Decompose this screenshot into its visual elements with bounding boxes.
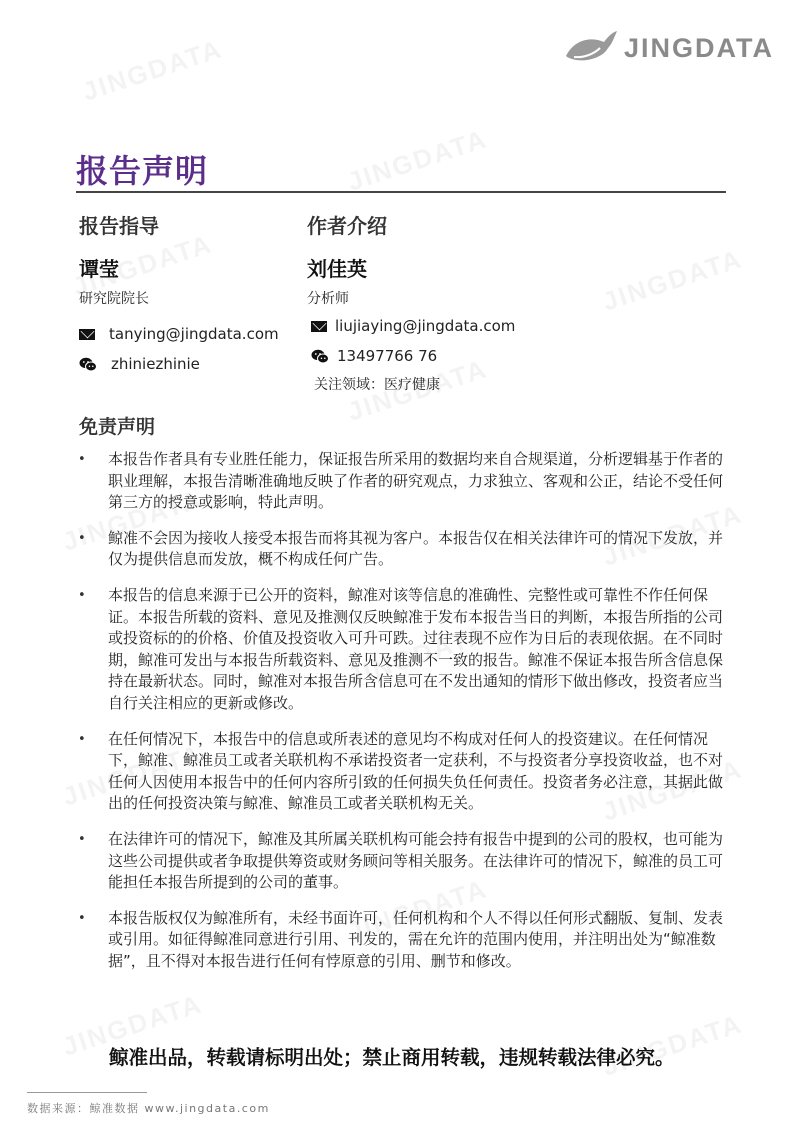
logo-text: JINGDATA bbox=[624, 32, 774, 63]
watermark bbox=[344, 123, 492, 197]
watermark bbox=[599, 243, 747, 317]
list-item: • 鲸准不会因为接收人接受本报告而将其视为客户。本报告仅在相关法律许可的情况下发放，并仅为提供信息而发放，概不构成任何广告。 bbox=[78, 528, 726, 571]
author-email[interactable]: liujiaying@jingdata.com bbox=[335, 317, 516, 335]
list-item: • 本报告版权仅为鲸准所有，未经书面许可，任何机构和个人不得以任何形式翻版、复制、发表或引用。如征得鲸准同意进行引用、刊发的，需在允许的范围内使用，并注明出处为“鲸准数据”，且不得对本报告进行任何有悖原意的引用、删节和修改。 bbox=[78, 908, 726, 973]
list-item: • 在法律许可的情况下，鲸准及其所属关联机构可能会持有报告中提到的公司的股权，也可能为这些公司提供或者争取提供筹资或财务顾问等相关服务。在法律许可的情况下，鲸准的员工可能担任本报告所提到的公司的董事。 bbox=[78, 829, 726, 894]
disclaimer-list bbox=[78, 449, 726, 986]
page-title: 报告声明 bbox=[76, 152, 209, 190]
list-item: • 在任何情况下，本报告中的信息或所表述的意见均不构成对任何人的投资建议。在任何情况下，鲸准、鲸准员工或者关联机构不承诺投资者一定获利，不与投资者分享投资收益，也不对任何人因使用本报告中的任何内容所引致的任何损失负任何责任。投资者务必注意，其据此做出的任何投资决策与鲸准、鲸准员工或者关联机构无关。 bbox=[78, 729, 726, 815]
author-email-row bbox=[307, 316, 515, 336]
guidance-email[interactable]: tanying@jingdata.com bbox=[109, 325, 279, 343]
mail-icon bbox=[79, 329, 95, 340]
author-focus: 关注领域：医疗健康 bbox=[314, 377, 440, 393]
guidance-name: 谭莹 bbox=[79, 257, 119, 281]
list-item: • 本报告的信息来源于已公开的资料，鲸准对该等信息的准确性、完整性或可靠性不作任何保证。本报告所载的资料、意见及推测仅反映鲸准于发布本报告当日的判断，本报告所指的公司或投资标的的价格、价值及投资收入可升可跌。过往表现不应作为日后的表现依据。在不同时期，鲸准可发出与本报告所载资料、意见及推测不一致的报告。鲸准不保证本报告所含信息保持在最新状态。同时，鲸准对本报告所含信息可在不发出通知的情形下做出修改，投资者应当自行关注相应的更新或修改。 bbox=[78, 585, 726, 715]
guidance-email-row bbox=[79, 324, 279, 344]
brand-logo bbox=[564, 30, 774, 66]
author-heading: 作者介绍 bbox=[307, 214, 387, 238]
disclaimer-heading: 免责声明 bbox=[79, 416, 156, 438]
list-item: • 本报告作者具有专业胜任能力，保证报告所采用的数据均来自合规渠道，分析逻辑基于作者的职业理解，本报告清晰准确地反映了作者的研究观点，力求独立、客观和公正，结论不受任何第三方的授意或影响，特此声明。 bbox=[78, 449, 726, 514]
whale-icon bbox=[564, 30, 618, 66]
guidance-heading: 报告指导 bbox=[79, 214, 159, 238]
guidance-section bbox=[79, 210, 279, 374]
closing-statement: 鲸准出品，转载请标明出处；禁止商用转载，违规转载法律必究。 bbox=[109, 1046, 675, 1069]
guidance-wechat: zhiniezhinie bbox=[111, 355, 200, 373]
guidance-wechat-row bbox=[79, 354, 279, 374]
wechat-icon bbox=[79, 357, 97, 372]
author-section bbox=[307, 210, 515, 394]
footer-divider bbox=[27, 1092, 147, 1093]
title-divider bbox=[76, 191, 726, 193]
author-wechat-row bbox=[307, 346, 515, 366]
footer-source: 数据来源：鲸准数据 www.jingdata.com bbox=[27, 1102, 270, 1115]
wechat-icon bbox=[311, 349, 329, 364]
author-wechat: 13497766 76 bbox=[337, 347, 438, 365]
guidance-role: 研究院院长 bbox=[79, 291, 149, 307]
author-role: 分析师 bbox=[307, 291, 349, 307]
author-name: 刘佳英 bbox=[307, 257, 367, 281]
mail-icon bbox=[311, 321, 327, 332]
watermark bbox=[79, 33, 227, 107]
